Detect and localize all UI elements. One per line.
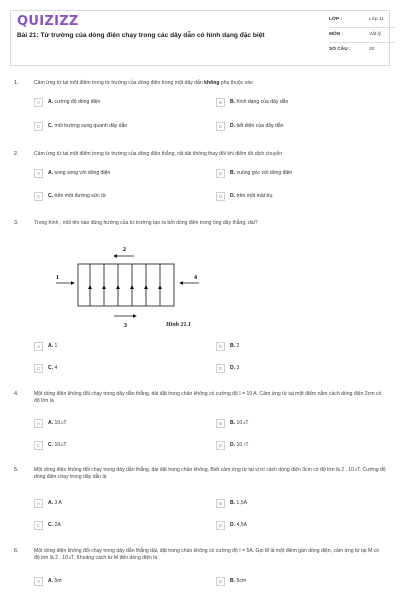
question-count-label: SỐ CÂU : xyxy=(329,47,351,52)
option-text: 1 xyxy=(54,343,58,349)
option-a[interactable]: A A. song song với dòng điện xyxy=(34,168,194,180)
option-letter-box: A xyxy=(34,577,43,586)
option-d[interactable]: D D. 4,5A xyxy=(216,520,376,532)
option-c[interactable]: C C. môi trường xung quanh dây dẫn xyxy=(34,121,194,133)
option-text: 10 xyxy=(54,442,61,448)
option-text: 1,5A xyxy=(236,500,247,506)
option-a[interactable]: A A. $10^{-5}T$ xyxy=(34,418,194,430)
option-letter-box: C xyxy=(34,192,43,201)
option-a[interactable]: A A. 5m xyxy=(34,576,194,588)
option-b[interactable]: B B. 1,5A xyxy=(216,498,376,510)
question-number: 3. xyxy=(14,220,19,226)
option-c[interactable]: C C. trên một đường sức từ xyxy=(34,191,194,203)
option-text: 5cm xyxy=(236,578,247,584)
option-c[interactable]: C C. 4 xyxy=(34,363,194,375)
option-text: 10 xyxy=(54,420,61,426)
option-text: 4 xyxy=(54,365,58,371)
arrow-label-2: 2 xyxy=(123,247,126,253)
arrow-label-3: 3 xyxy=(124,323,127,329)
class-value: Lớp 11 xyxy=(369,17,384,22)
option-letter-box: A xyxy=(34,169,43,178)
option-text: vuông góc với dòng điện xyxy=(236,170,293,176)
subject-value: Vật lý xyxy=(369,32,381,37)
option-text: 4,5A xyxy=(236,522,247,528)
option-letter-box: A xyxy=(34,499,43,508)
option-text: 2A xyxy=(54,522,61,528)
option-letter-box: B xyxy=(216,169,225,178)
option-a[interactable]: A A. 1 xyxy=(34,341,194,353)
option-letter-box: D xyxy=(216,192,225,201)
option-text: tiết diện của dây dẫn xyxy=(236,123,284,129)
option-b[interactable]: B B. hình dạng của dây dẫn xyxy=(216,97,376,109)
question-text: Cảm ứng từ tại một điểm trong từ trường của dòng điện thẳng, rất dài không thay đổi khi điểm đó dịch chuyển xyxy=(34,151,283,157)
question-text: Một dòng điện không đổi chạy trong dây dẫn thẳng, dài đặt trong chân không có cường độ I = 10 A. Cảm ứng từ tại một điểm nằm cách dòng điện 2cm có độ lớn là xyxy=(34,391,382,404)
option-text: trên một đường sức từ xyxy=(54,193,107,199)
option-d[interactable]: D D. 3 xyxy=(216,363,376,375)
option-a[interactable]: A A. cường độ dòng điện xyxy=(34,97,194,109)
arrow-label-4: 4 xyxy=(194,275,197,281)
option-text: 2 xyxy=(236,343,240,349)
option-text: 3 A xyxy=(54,500,62,506)
option-letter-box: B xyxy=(216,419,225,428)
option-letter-box: B xyxy=(216,98,225,107)
quizizz-logo: QUIZIZZ xyxy=(17,14,79,29)
class-label: LỚP : xyxy=(329,17,343,22)
option-d[interactable]: D D. trên một mặt trụ xyxy=(216,191,376,203)
option-c[interactable]: C C. $10^{-6}T$ xyxy=(34,440,194,452)
option-letter-box: C xyxy=(34,122,43,131)
question-text: Cảm ứng từ tại một điểm trong từ trường của dòng điện trong một dây dẫn không phụ thuộc vào xyxy=(34,80,253,86)
option-b[interactable]: B B. 2 xyxy=(216,341,376,353)
question-text: Một dòng điện không đổi chạy trong dây dẫn thẳng, dài đặt trong chân không. Biết cảm ứng từ tại vị trí cách dòng điện 3cm có độ lớn là 2 . $10^{-5}T$. Cường độ dòng điện chạy trong dây dẫn là xyxy=(34,467,386,480)
divider xyxy=(329,27,395,28)
option-b[interactable]: B B. 5cm xyxy=(216,576,376,588)
option-letter-box: D xyxy=(216,122,225,131)
option-letter-box: D xyxy=(216,441,225,450)
option-letter-box: C xyxy=(34,441,43,450)
question-text: Một dòng điện không đổi chạy trong dây dẫn thẳng dài, đặt trong chân không có cường độ I = 5A. Gọi M là một điểm gần dòng điện, cảm ứng từ tại M có độ lớn là 2 . $10^{-5}T$. Khoảng cách từ M đến dòng điện là xyxy=(34,548,380,561)
question-number: 4. xyxy=(14,391,19,397)
option-text: 3 xyxy=(236,365,240,371)
option-d[interactable]: D D. $10^{-7}T$ xyxy=(216,440,376,452)
option-b[interactable]: B B. vuông góc với dòng điện xyxy=(216,168,376,180)
option-letter-box: C xyxy=(34,364,43,373)
option-c[interactable]: C C. 2A xyxy=(34,520,194,532)
option-text: môi trường xung quanh dây dẫn xyxy=(54,123,128,129)
option-b[interactable]: B B. $10^{-4}T$ xyxy=(216,418,376,430)
option-text: 10 xyxy=(236,442,243,448)
question-number: 2. xyxy=(14,151,19,157)
option-letter-box: A xyxy=(34,98,43,107)
option-text: hình dạng của dây dẫn xyxy=(236,99,289,105)
option-text: trên một mặt trụ xyxy=(236,193,273,199)
option-letter-box: B xyxy=(216,499,225,508)
solenoid-diagram xyxy=(54,236,214,334)
option-a[interactable]: A A. 3 A xyxy=(34,498,194,510)
option-text: cường độ dòng điện xyxy=(54,99,101,105)
question-number: 6. xyxy=(14,548,19,554)
option-letter-box: A xyxy=(34,342,43,351)
worksheet-header xyxy=(10,10,390,66)
option-letter-box: B xyxy=(216,342,225,351)
option-letter-box: A xyxy=(34,419,43,428)
divider xyxy=(329,42,395,43)
solenoid-figure xyxy=(54,236,214,334)
option-text: 5m xyxy=(54,578,62,584)
option-text: 10 xyxy=(236,420,243,426)
option-d[interactable]: D D. tiết diện của dây dẫn xyxy=(216,121,376,133)
option-letter-box: D xyxy=(216,521,225,530)
option-letter-box: B xyxy=(216,577,225,586)
option-letter-box: D xyxy=(216,364,225,373)
arrow-label-1: 1 xyxy=(56,275,59,281)
question-number: 5. xyxy=(14,467,19,473)
figure-caption: Hình 21.1 xyxy=(166,322,192,328)
question-text: Trong hình , mũi tên nào đúng hướng của từ trường tạo ra bởi dòng điện trong ống dây thẳng, dài? xyxy=(34,220,258,226)
worksheet-title: Bài 21: Từ trường của dòng điện chạy trong các dây dẫn có hình dạng đặc biệt xyxy=(17,32,265,39)
question-count-value: 20 xyxy=(369,47,375,52)
subject-label: MÔN : xyxy=(329,32,344,37)
option-text: song song với dòng điện xyxy=(54,170,111,176)
option-letter-box: C xyxy=(34,521,43,530)
question-number: 1. xyxy=(14,80,19,86)
